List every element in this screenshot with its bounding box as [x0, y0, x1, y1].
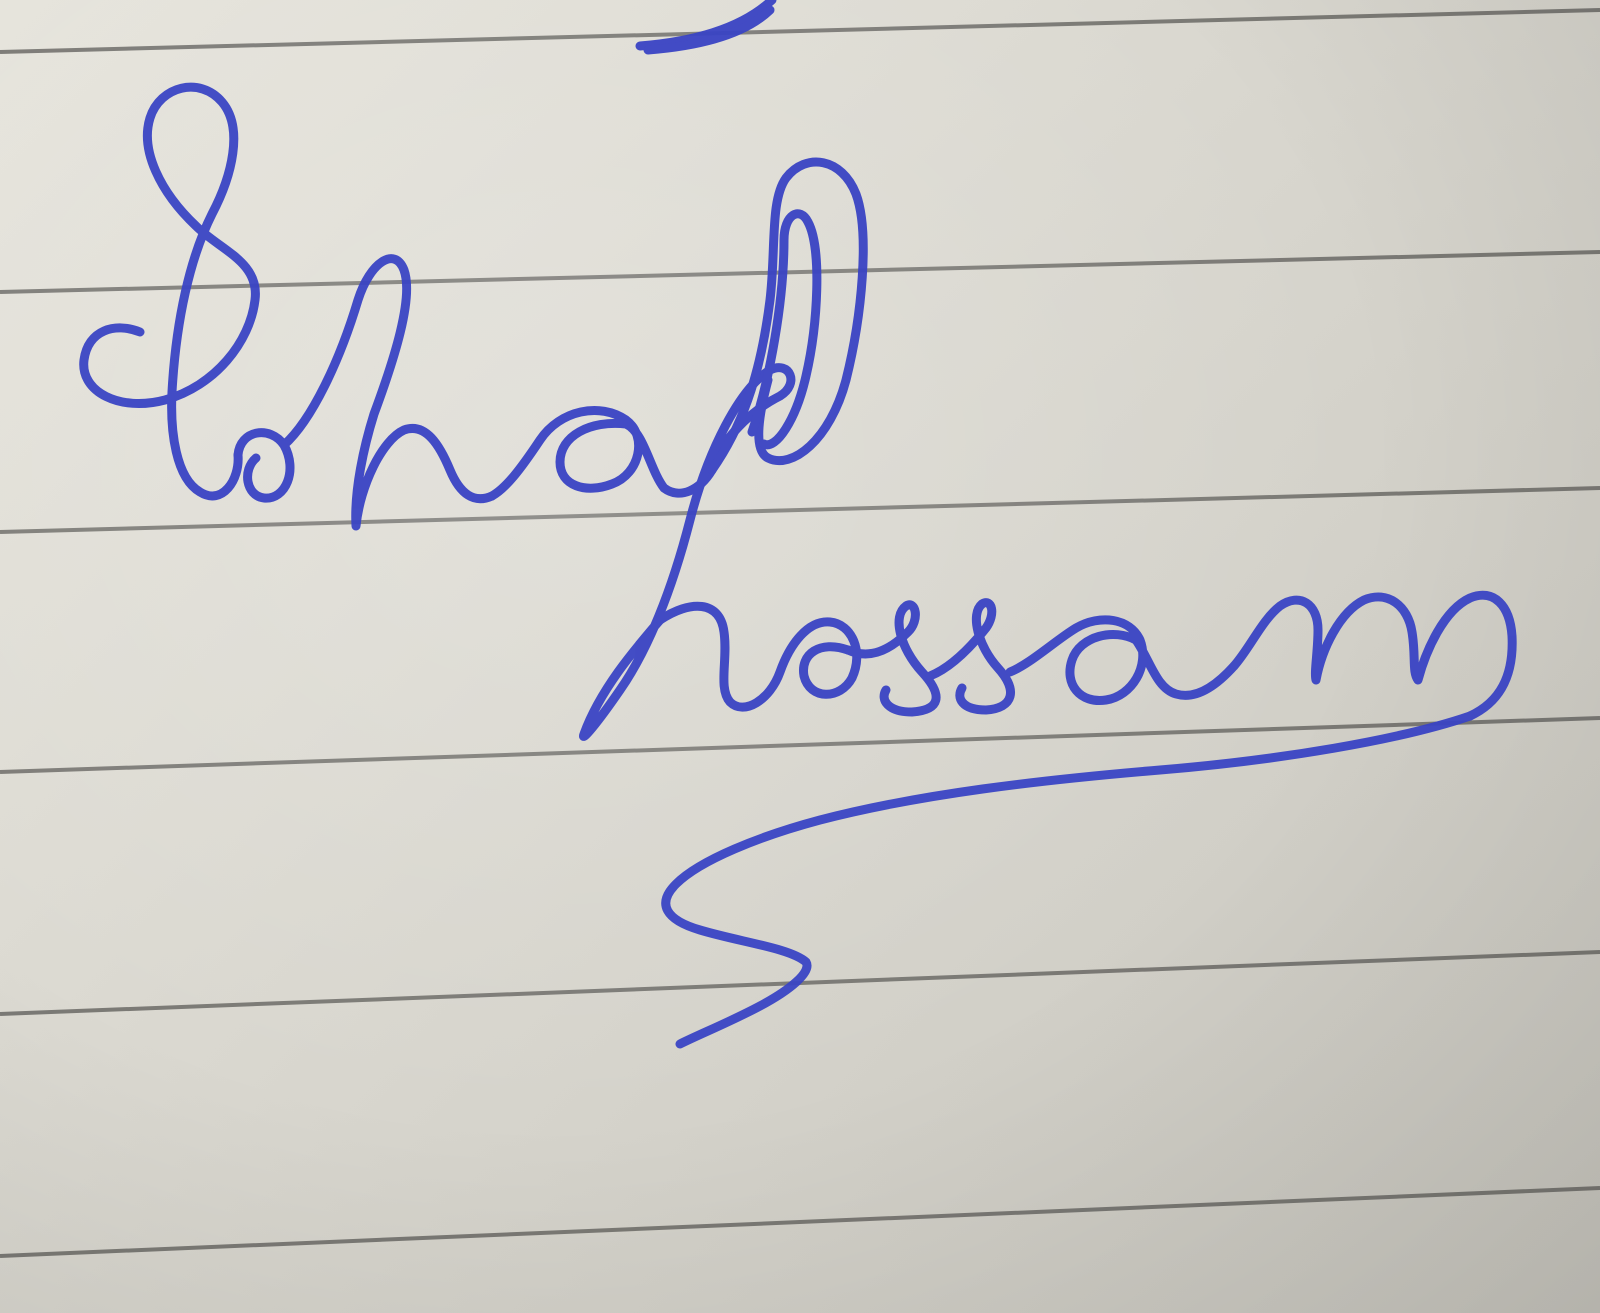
pen-stroke-second-word	[1010, 620, 1234, 701]
pen-stroke-first-word	[284, 259, 492, 526]
pen-stroke-second-word	[1234, 595, 1512, 716]
pen-stroke-first-word	[492, 410, 712, 496]
pen-stroke-flourish	[666, 716, 1470, 1044]
pen-stroke-second-word	[660, 606, 857, 707]
pen-stroke-first-word	[84, 87, 256, 496]
pen-stroke-second-word	[930, 603, 1011, 710]
